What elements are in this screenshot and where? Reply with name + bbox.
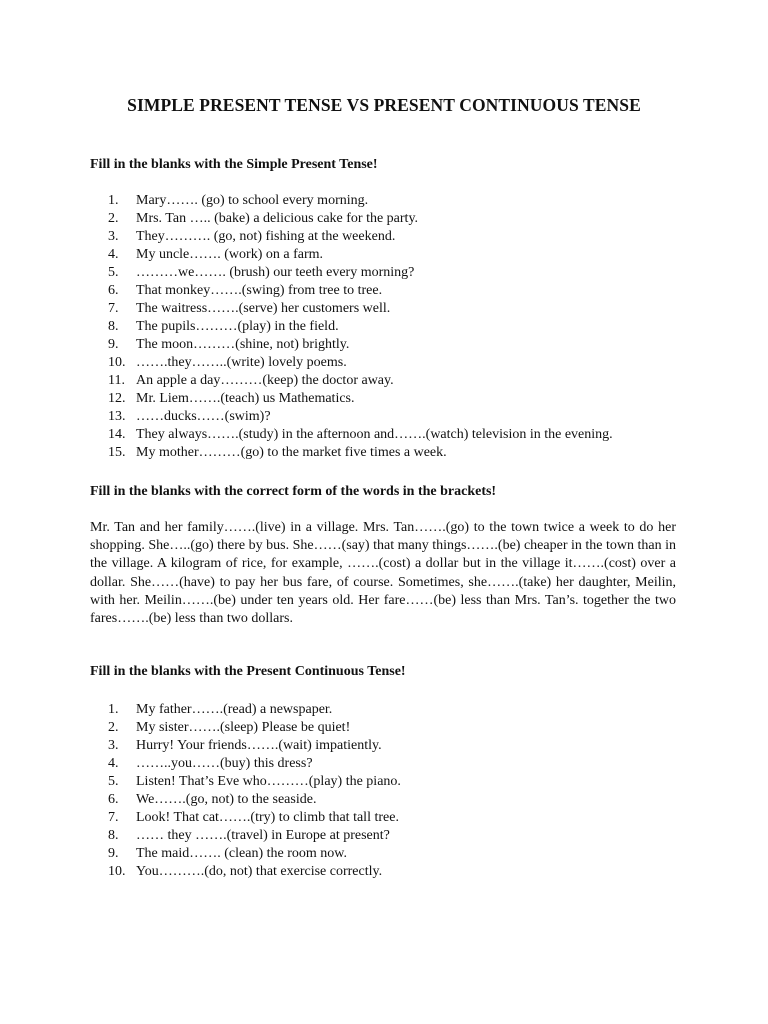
item-text: …… they …….(travel) in Europe at present? — [136, 828, 390, 843]
item-text: ………we……. (brush) our teeth every morning? — [136, 265, 415, 280]
simple-present-exercise-list — [108, 192, 613, 462]
list-item — [108, 444, 613, 462]
list-item — [108, 408, 613, 426]
item-number: 2. — [108, 720, 119, 735]
list-item — [108, 318, 613, 336]
list-item — [108, 354, 613, 372]
section-heading-correct-form: Fill in the blanks with the correct form of the words in the brackets! — [90, 484, 497, 499]
item-text: ……ducks……(swim)? — [136, 409, 271, 424]
item-text: Mrs. Tan ….. (bake) a delicious cake for the party. — [136, 211, 419, 226]
item-text: My sister…….(sleep) Please be quiet! — [136, 720, 351, 735]
list-item — [108, 737, 401, 755]
item-number: 1. — [108, 702, 119, 717]
item-number: 8. — [108, 828, 119, 843]
item-number: 7. — [108, 810, 119, 825]
list-item — [108, 791, 401, 809]
item-text: That monkey…….(swing) from tree to tree. — [136, 283, 383, 298]
item-text: My father…….(read) a newspaper. — [136, 702, 333, 717]
item-text: The maid……. (clean) the room now. — [136, 846, 347, 861]
page-title: SIMPLE PRESENT TENSE VS PRESENT CONTINUOUS TENSE — [127, 95, 641, 115]
item-number: 9. — [108, 337, 119, 352]
item-text: My uncle……. (work) on a farm. — [136, 247, 324, 262]
item-number: 10. — [108, 355, 126, 370]
item-number: 3. — [108, 229, 119, 244]
list-item — [108, 372, 613, 390]
item-text: You……….(do, not) that exercise correctly. — [136, 864, 383, 879]
item-text: ……..you……(buy) this dress? — [136, 756, 313, 771]
item-text: They………. (go, not) fishing at the weekend. — [136, 229, 396, 244]
item-number: 3. — [108, 738, 119, 753]
section-heading-simple-present: Fill in the blanks with the Simple Present Tense! — [90, 157, 378, 172]
list-item — [108, 282, 613, 300]
list-item — [108, 809, 401, 827]
item-text: Look! That cat…….(try) to climb that tall tree. — [136, 810, 399, 825]
item-text: Mr. Liem…….(teach) us Mathematics. — [136, 391, 355, 406]
list-item — [108, 863, 401, 881]
list-item — [108, 719, 401, 737]
list-item — [108, 336, 613, 354]
item-number: 14. — [108, 427, 126, 442]
item-text: …….they……..(write) lovely poems. — [136, 355, 347, 370]
list-item — [108, 755, 401, 773]
item-text: The moon………(shine, not) brightly. — [136, 337, 350, 352]
item-text: My mother………(go) to the market five times a week. — [136, 445, 447, 460]
item-text: An apple a day………(keep) the doctor away. — [136, 373, 394, 388]
item-number: 6. — [108, 283, 119, 298]
item-number: 4. — [108, 247, 119, 262]
item-text: They always…….(study) in the afternoon and…….(watch) television in the evening. — [136, 427, 613, 442]
item-number: 13. — [108, 409, 126, 424]
item-number: 11. — [108, 373, 125, 388]
item-number: 4. — [108, 756, 119, 771]
item-number: 6. — [108, 792, 119, 807]
list-item — [108, 228, 613, 246]
item-number: 9. — [108, 846, 119, 861]
item-number: 15. — [108, 445, 126, 460]
list-item — [108, 845, 401, 863]
section-heading-present-continuous: Fill in the blanks with the Present Continuous Tense! — [90, 664, 406, 679]
item-text: Mary……. (go) to school every morning. — [136, 193, 369, 208]
item-number: 7. — [108, 301, 119, 316]
fill-in-paragraph: Mr. Tan and her family…….(live) in a village. Mrs. Tan…….(go) to the town twice a week to do her shopping. She…..(go) there by bus. She……(say) that many things…….(be) cheaper in the town than in the village. A kilogram of rice, for example, …….(cost) a dollar but in the village it…….(cost) over a dollar. She……(have) to pay her bus fare, of course. Sometimes, she…….(take) her daughter, Meilin, with her. Meilin…….(be) under ten years old. Her fare……(be) less than Mrs. Tan’s. together the two fares…….(be) less than two dollars. — [90, 520, 676, 627]
list-item — [108, 210, 613, 228]
list-item — [108, 701, 401, 719]
list-item — [108, 390, 613, 408]
item-number: 12. — [108, 391, 126, 406]
list-item — [108, 264, 613, 282]
list-item — [108, 192, 613, 210]
item-number: 5. — [108, 774, 119, 789]
list-item — [108, 773, 401, 791]
list-item — [108, 827, 401, 845]
item-number: 8. — [108, 319, 119, 334]
list-item — [108, 246, 613, 264]
item-number: 5. — [108, 265, 119, 280]
item-number: 2. — [108, 211, 119, 226]
list-item — [108, 426, 613, 444]
present-continuous-exercise-list — [108, 701, 401, 881]
item-number: 10. — [108, 864, 126, 879]
item-text: We…….(go, not) to the seaside. — [136, 792, 317, 807]
list-item — [108, 300, 613, 318]
item-number: 1. — [108, 193, 119, 208]
item-text: The waitress…….(serve) her customers well. — [136, 301, 391, 316]
item-text: The pupils………(play) in the field. — [136, 319, 339, 334]
item-text: Listen! That’s Eve who………(play) the piano. — [136, 774, 401, 789]
item-text: Hurry! Your friends…….(wait) impatiently. — [136, 738, 382, 753]
